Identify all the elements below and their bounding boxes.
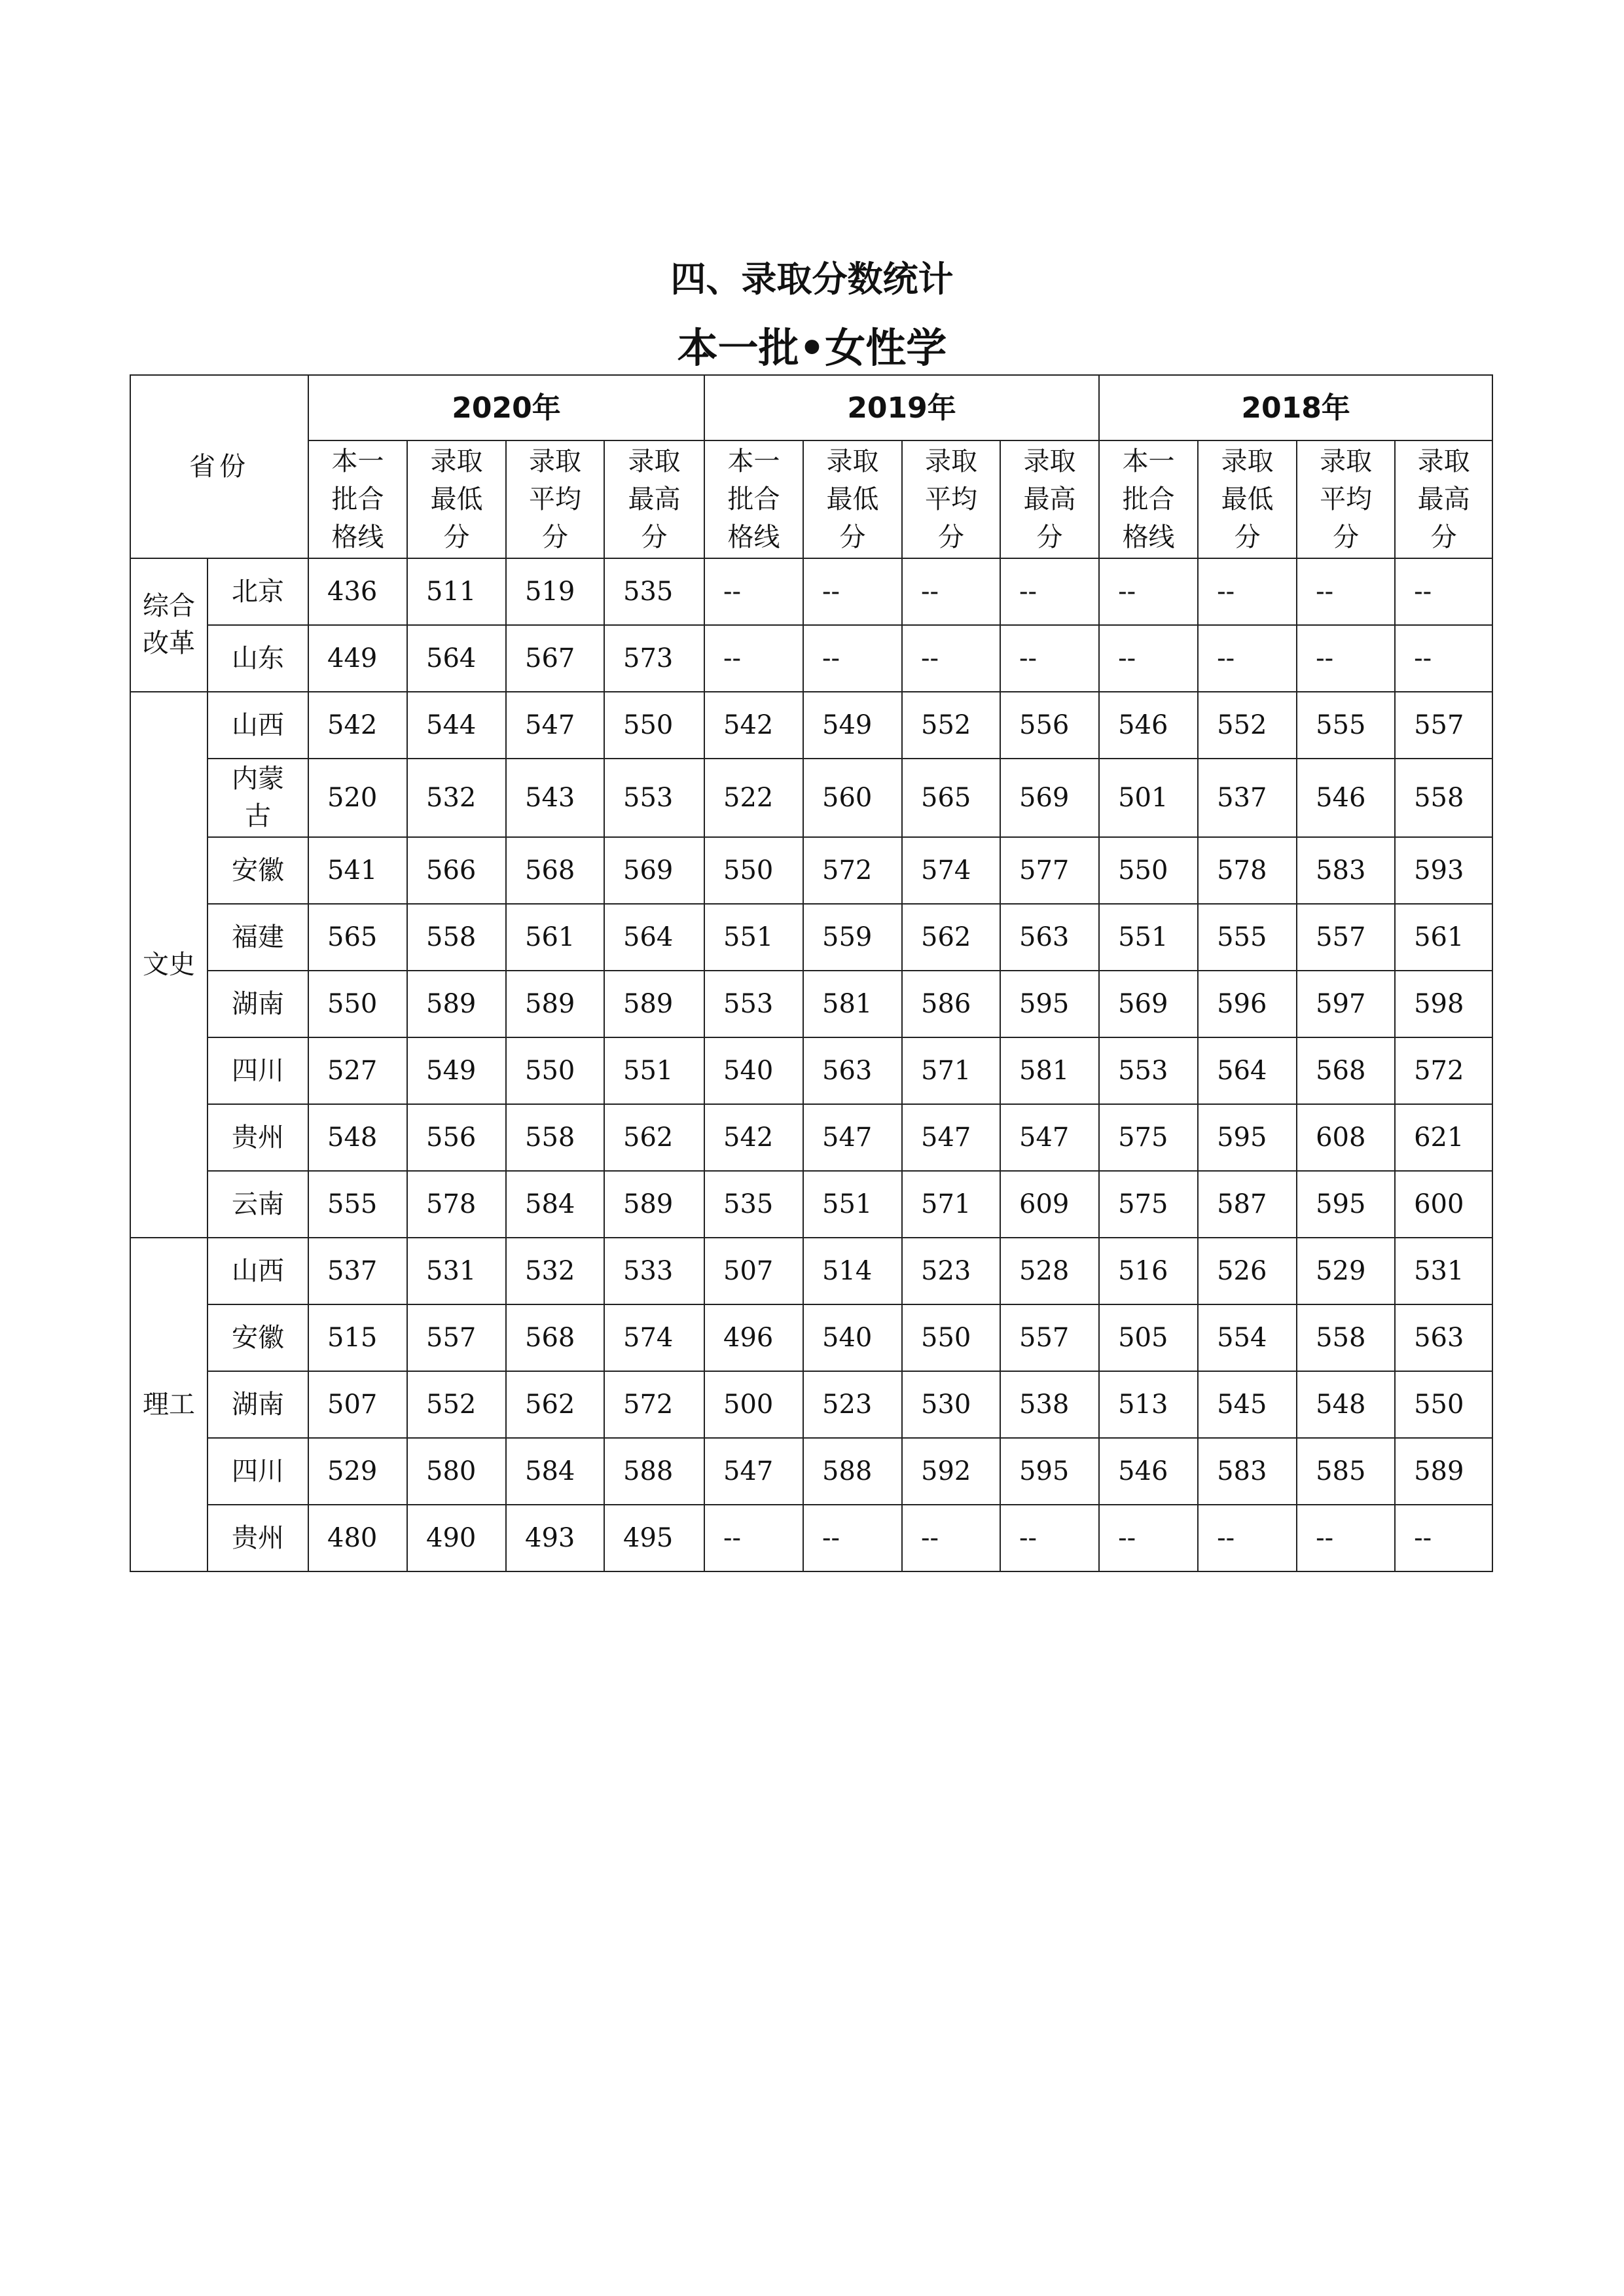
score-cell: 544	[407, 692, 506, 759]
table-row	[130, 1438, 1492, 1505]
score-cell: 553	[1099, 1037, 1198, 1104]
table-title: 本一批•女性学	[677, 324, 947, 372]
score-cell: 550	[604, 692, 704, 759]
year-header-2: 2018年	[1099, 375, 1492, 440]
score-cell: 553	[704, 971, 803, 1037]
score-cell: 546	[1297, 759, 1395, 837]
score-cell: 542	[308, 692, 407, 759]
province-cell: 北京	[208, 558, 308, 625]
province-cell: 内蒙古	[208, 759, 308, 837]
score-cell: 550	[902, 1304, 1000, 1371]
table-row	[130, 1238, 1492, 1304]
score-cell: 595	[1000, 971, 1099, 1037]
score-cell: 589	[604, 1171, 704, 1238]
table-row	[130, 759, 1492, 837]
score-cell: 574	[604, 1304, 704, 1371]
score-cell: 527	[308, 1037, 407, 1104]
score-cell: --	[1395, 625, 1492, 692]
score-cell: 550	[1099, 837, 1198, 904]
score-cell: 565	[308, 904, 407, 971]
province-cell: 四川	[208, 1037, 308, 1104]
score-cell: 495	[604, 1505, 704, 1571]
score-cell: 535	[704, 1171, 803, 1238]
score-cell: 551	[803, 1171, 902, 1238]
province-cell: 四川	[208, 1438, 308, 1505]
score-cell: 537	[308, 1238, 407, 1304]
province-cell: 云南	[208, 1171, 308, 1238]
score-cell: 550	[1395, 1371, 1492, 1438]
score-cell: 569	[1000, 759, 1099, 837]
score-cell: 540	[803, 1304, 902, 1371]
score-cell: 572	[604, 1371, 704, 1438]
score-cell: 563	[1395, 1304, 1492, 1371]
score-cell: 542	[704, 1104, 803, 1171]
score-cell: 595	[1297, 1171, 1395, 1238]
table-row	[130, 1037, 1492, 1104]
score-cell: 514	[803, 1238, 902, 1304]
province-cell: 安徽	[208, 837, 308, 904]
score-cell: 584	[506, 1438, 604, 1505]
score-cell: 547	[506, 692, 604, 759]
score-cell: 565	[902, 759, 1000, 837]
sub-header: 录取最高分	[1395, 440, 1492, 558]
score-cell: 561	[506, 904, 604, 971]
table-row	[130, 1304, 1492, 1371]
score-cell: --	[902, 625, 1000, 692]
province-cell: 湖南	[208, 1371, 308, 1438]
score-cell: 563	[1000, 904, 1099, 971]
score-cell: 587	[1198, 1171, 1297, 1238]
score-cell: --	[1395, 558, 1492, 625]
score-cell: 558	[407, 904, 506, 971]
table-row	[130, 904, 1492, 971]
score-cell: 547	[803, 1104, 902, 1171]
score-cell: 584	[506, 1171, 604, 1238]
score-cell: 556	[1000, 692, 1099, 759]
score-cell: 546	[1099, 1438, 1198, 1505]
sub-header: 本一批合格线	[308, 440, 407, 558]
score-cell: --	[1000, 625, 1099, 692]
sub-header: 录取最低分	[803, 440, 902, 558]
province-cell: 湖南	[208, 971, 308, 1037]
score-cell: 548	[308, 1104, 407, 1171]
score-cell: --	[704, 558, 803, 625]
category-cell: 综合改革	[130, 558, 208, 692]
sub-header: 录取最低分	[407, 440, 506, 558]
score-cell: 551	[604, 1037, 704, 1104]
score-cell: 556	[407, 1104, 506, 1171]
score-cell: 522	[704, 759, 803, 837]
score-cell: --	[803, 1505, 902, 1571]
score-cell: 557	[407, 1304, 506, 1371]
score-cell: 577	[1000, 837, 1099, 904]
score-cell: 609	[1000, 1171, 1099, 1238]
score-cell: --	[902, 1505, 1000, 1571]
score-cell: 552	[1198, 692, 1297, 759]
score-cell: --	[1198, 558, 1297, 625]
score-cell: 549	[803, 692, 902, 759]
sub-header: 录取最高分	[604, 440, 704, 558]
score-cell: 542	[704, 692, 803, 759]
score-cell: 550	[704, 837, 803, 904]
score-cell: 449	[308, 625, 407, 692]
score-cell: 547	[1000, 1104, 1099, 1171]
score-cell: 569	[604, 837, 704, 904]
score-cell: --	[1099, 625, 1198, 692]
score-cell: 547	[704, 1438, 803, 1505]
score-cell: --	[1099, 558, 1198, 625]
province-cell: 贵州	[208, 1505, 308, 1571]
score-cell: 592	[902, 1438, 1000, 1505]
score-cell: 436	[308, 558, 407, 625]
score-cell: --	[1297, 625, 1395, 692]
score-cell: 562	[506, 1371, 604, 1438]
score-cell: 586	[902, 971, 1000, 1037]
province-cell: 山西	[208, 1238, 308, 1304]
province-cell: 贵州	[208, 1104, 308, 1171]
score-cell: 537	[1198, 759, 1297, 837]
score-cell: 583	[1297, 837, 1395, 904]
score-cell: 585	[1297, 1438, 1395, 1505]
score-cell: 555	[1198, 904, 1297, 971]
score-cell: 538	[1000, 1371, 1099, 1438]
score-cell: 530	[902, 1371, 1000, 1438]
table-row	[130, 558, 1492, 625]
score-cell: 490	[407, 1505, 506, 1571]
score-cell: 580	[407, 1438, 506, 1505]
score-cell: 557	[1395, 692, 1492, 759]
score-cell: 540	[704, 1037, 803, 1104]
score-cell: 571	[902, 1171, 1000, 1238]
score-cell: 566	[407, 837, 506, 904]
score-cell: 560	[803, 759, 902, 837]
score-cell: 516	[1099, 1238, 1198, 1304]
score-cell: 608	[1297, 1104, 1395, 1171]
score-cell: 535	[604, 558, 704, 625]
score-cell: 581	[803, 971, 902, 1037]
score-cell: 519	[506, 558, 604, 625]
score-cell: 511	[407, 558, 506, 625]
score-cell: 583	[1198, 1438, 1297, 1505]
sub-header: 录取平均分	[902, 440, 1000, 558]
table-row	[130, 1104, 1492, 1171]
sub-header: 本一批合格线	[704, 440, 803, 558]
score-cell: 558	[1297, 1304, 1395, 1371]
score-cell: 572	[1395, 1037, 1492, 1104]
score-cell: --	[1297, 1505, 1395, 1571]
score-cell: 561	[1395, 904, 1492, 971]
score-cell: 550	[506, 1037, 604, 1104]
score-cell: 550	[308, 971, 407, 1037]
score-cell: 551	[704, 904, 803, 971]
score-cell: 532	[407, 759, 506, 837]
score-cell: 523	[902, 1238, 1000, 1304]
province-cell: 山东	[208, 625, 308, 692]
score-cell: 547	[902, 1104, 1000, 1171]
score-cell: 551	[1099, 904, 1198, 971]
score-cell: 526	[1198, 1238, 1297, 1304]
table-row	[130, 625, 1492, 692]
score-cell: 529	[308, 1438, 407, 1505]
score-cell: --	[1395, 1505, 1492, 1571]
score-cell: 552	[902, 692, 1000, 759]
score-cell: 543	[506, 759, 604, 837]
score-cell: 595	[1198, 1104, 1297, 1171]
score-cell: 549	[407, 1037, 506, 1104]
admission-score-table	[130, 374, 1493, 1572]
score-cell: 531	[1395, 1238, 1492, 1304]
score-cell: 505	[1099, 1304, 1198, 1371]
score-cell: 558	[1395, 759, 1492, 837]
province-cell: 安徽	[208, 1304, 308, 1371]
score-cell: 559	[803, 904, 902, 971]
score-cell: 589	[604, 971, 704, 1037]
sub-header: 本一批合格线	[1099, 440, 1198, 558]
score-cell: 557	[1297, 904, 1395, 971]
score-cell: 507	[704, 1238, 803, 1304]
score-cell: 554	[1198, 1304, 1297, 1371]
score-cell: 589	[407, 971, 506, 1037]
score-cell: 569	[1099, 971, 1198, 1037]
score-cell: 593	[1395, 837, 1492, 904]
score-cell: 553	[604, 759, 704, 837]
score-cell: 578	[407, 1171, 506, 1238]
score-cell: 597	[1297, 971, 1395, 1037]
score-cell: 575	[1099, 1171, 1198, 1238]
score-cell: 600	[1395, 1171, 1492, 1238]
score-cell: 598	[1395, 971, 1492, 1037]
score-cell: --	[1000, 1505, 1099, 1571]
score-cell: 529	[1297, 1238, 1395, 1304]
score-cell: --	[1198, 1505, 1297, 1571]
score-cell: 480	[308, 1505, 407, 1571]
score-cell: 568	[1297, 1037, 1395, 1104]
score-cell: --	[1297, 558, 1395, 625]
score-cell: 588	[803, 1438, 902, 1505]
score-cell: --	[902, 558, 1000, 625]
province-cell: 山西	[208, 692, 308, 759]
score-cell: 578	[1198, 837, 1297, 904]
score-cell: --	[803, 558, 902, 625]
sub-header: 录取最高分	[1000, 440, 1099, 558]
score-cell: --	[1198, 625, 1297, 692]
sub-header: 录取平均分	[506, 440, 604, 558]
category-cell: 理工	[130, 1238, 208, 1571]
score-cell: 513	[1099, 1371, 1198, 1438]
score-cell: 568	[506, 1304, 604, 1371]
table-row	[130, 1371, 1492, 1438]
score-cell: 575	[1099, 1104, 1198, 1171]
score-cell: 567	[506, 625, 604, 692]
table-row	[130, 837, 1492, 904]
score-cell: 523	[803, 1371, 902, 1438]
score-cell: 568	[506, 837, 604, 904]
score-cell: 546	[1099, 692, 1198, 759]
score-cell: 493	[506, 1505, 604, 1571]
score-cell: 533	[604, 1238, 704, 1304]
table-row	[130, 971, 1492, 1037]
province-header: 省份	[130, 375, 308, 558]
score-cell: 621	[1395, 1104, 1492, 1171]
score-cell: 532	[506, 1238, 604, 1304]
score-cell: 596	[1198, 971, 1297, 1037]
category-cell: 文史	[130, 692, 208, 1238]
score-cell: 589	[506, 971, 604, 1037]
score-cell: 573	[604, 625, 704, 692]
sub-header: 录取最低分	[1198, 440, 1297, 558]
score-cell: 589	[1395, 1438, 1492, 1505]
score-cell: --	[1099, 1505, 1198, 1571]
score-cell: 564	[604, 904, 704, 971]
score-cell: 528	[1000, 1238, 1099, 1304]
province-cell: 福建	[208, 904, 308, 971]
score-cell: 541	[308, 837, 407, 904]
score-cell: 555	[308, 1171, 407, 1238]
score-cell: 562	[604, 1104, 704, 1171]
score-cell: 520	[308, 759, 407, 837]
score-cell: 515	[308, 1304, 407, 1371]
score-cell: --	[704, 625, 803, 692]
table-row	[130, 1171, 1492, 1238]
score-cell: --	[803, 625, 902, 692]
score-cell: 588	[604, 1438, 704, 1505]
score-cell: 581	[1000, 1037, 1099, 1104]
score-cell: 548	[1297, 1371, 1395, 1438]
score-cell: 545	[1198, 1371, 1297, 1438]
score-cell: 558	[506, 1104, 604, 1171]
score-cell: 496	[704, 1304, 803, 1371]
score-cell: 500	[704, 1371, 803, 1438]
score-cell: 531	[407, 1238, 506, 1304]
section-heading: 四、录取分数统计	[670, 259, 954, 300]
year-header-0: 2020年	[308, 375, 704, 440]
score-cell: --	[704, 1505, 803, 1571]
score-cell: 564	[1198, 1037, 1297, 1104]
table-row	[130, 1505, 1492, 1571]
score-cell: --	[1000, 558, 1099, 625]
score-cell: 563	[803, 1037, 902, 1104]
score-cell: 572	[803, 837, 902, 904]
score-cell: 555	[1297, 692, 1395, 759]
score-cell: 574	[902, 837, 1000, 904]
score-cell: 571	[902, 1037, 1000, 1104]
sub-header: 录取平均分	[1297, 440, 1395, 558]
score-cell: 507	[308, 1371, 407, 1438]
score-cell: 562	[902, 904, 1000, 971]
table-row	[130, 692, 1492, 759]
score-cell: 557	[1000, 1304, 1099, 1371]
score-cell: 552	[407, 1371, 506, 1438]
score-cell: 595	[1000, 1438, 1099, 1505]
score-cell: 501	[1099, 759, 1198, 837]
year-header-1: 2019年	[704, 375, 1099, 440]
score-cell: 564	[407, 625, 506, 692]
